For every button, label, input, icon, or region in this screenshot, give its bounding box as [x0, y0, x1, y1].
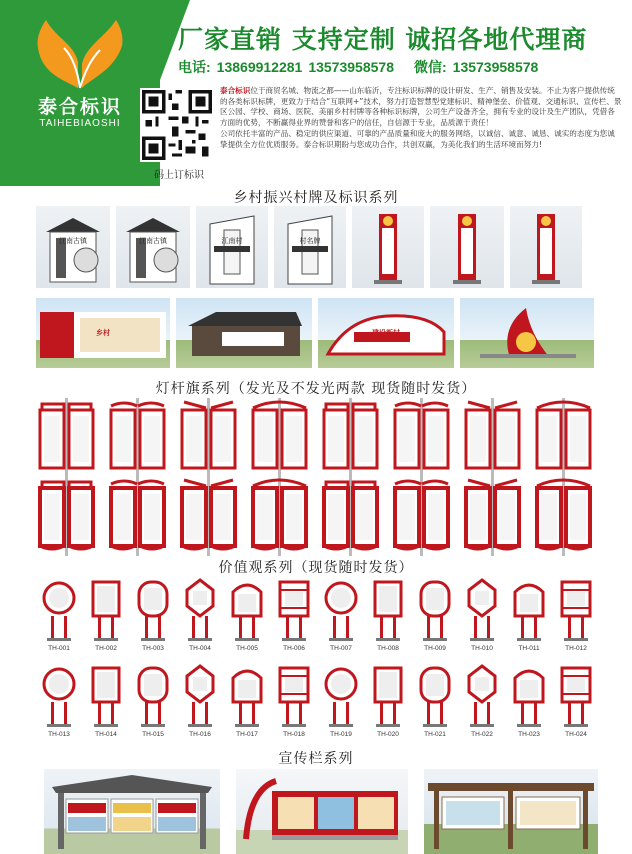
value-sign-item: [318, 662, 364, 748]
flag-row-1: [36, 398, 594, 478]
value-sign-item: [459, 576, 505, 662]
qr-code[interactable]: [140, 88, 214, 162]
wechat-label: 微信:: [413, 59, 447, 75]
value-sign-item: [36, 662, 82, 748]
brand-name-en: TAIHEBIAOSHI: [39, 118, 121, 129]
value-sign-code: TH-018: [283, 731, 305, 738]
value-sign-item: [83, 576, 129, 662]
value-sign-code: TH-004: [189, 645, 211, 652]
value-sign-grid: [36, 576, 599, 748]
company-name: 泰合标识: [220, 86, 251, 95]
village-sign-card: [116, 206, 190, 288]
village-wall-label: 建设新村: [372, 329, 400, 337]
value-sign-code: TH-008: [377, 645, 399, 652]
value-sign-code: TH-024: [565, 731, 587, 738]
contact-line: [178, 57, 618, 77]
value-sign-code: TH-015: [142, 731, 164, 738]
value-sign-code: TH-001: [48, 645, 70, 652]
light-pole-flag: [249, 476, 310, 556]
value-sign-code: TH-007: [330, 645, 352, 652]
promo-board-icon: [236, 769, 408, 854]
value-sign-item: [365, 662, 411, 748]
leaf-logo-icon: [34, 18, 126, 90]
village-sign-row: [36, 206, 582, 288]
village-wall-row: [36, 298, 594, 368]
value-sign-code: TH-005: [236, 645, 258, 652]
flag-row-2: [36, 476, 594, 556]
section-title-village: 乡村振兴村牌及标识系列: [233, 190, 399, 206]
light-pole-flag: [320, 476, 381, 556]
value-sign-item: [553, 662, 599, 748]
company-intro: [220, 86, 622, 151]
light-pole-flag: [391, 476, 452, 556]
board-1: [44, 769, 220, 854]
value-sign-code: TH-014: [95, 731, 117, 738]
value-sign-item: [553, 576, 599, 662]
village-wall-label: 乡村: [96, 329, 110, 337]
value-sign-code: TH-010: [471, 645, 493, 652]
value-sign-code: TH-002: [95, 645, 117, 652]
board-2: [236, 769, 408, 854]
village-wall-card: [36, 298, 170, 368]
village-sign-card: [430, 206, 504, 288]
village-sign-card: [196, 206, 268, 288]
light-pole-flag: [178, 398, 239, 478]
value-sign-item: [318, 576, 364, 662]
value-sign-item: [412, 662, 458, 748]
village-sign-label: 村名牌: [299, 237, 321, 245]
promo-board-icon: [424, 769, 598, 854]
value-sign-code: TH-006: [283, 645, 305, 652]
value-sign-code: TH-016: [189, 731, 211, 738]
village-sign-label: 江南古镇: [139, 237, 167, 245]
wechat-number: 13573958578: [452, 59, 539, 75]
value-sign-item: [459, 662, 505, 748]
value-sign-item: [412, 576, 458, 662]
phone-1: 13869912281: [216, 59, 303, 75]
value-sign-code: TH-009: [424, 645, 446, 652]
brand-name: 泰合标识: [37, 96, 122, 118]
logo-panel: [0, 0, 160, 186]
value-sign-item: [130, 662, 176, 748]
value-sign-item: [224, 662, 270, 748]
phone-label: 电话:: [178, 59, 211, 75]
light-pole-flag: [107, 398, 168, 478]
value-sign-item: [271, 576, 317, 662]
light-pole-flag: [462, 398, 523, 478]
value-sign-code: TH-017: [236, 731, 258, 738]
slogan: 厂家直销 支持定制 诚招各地代理商: [178, 25, 588, 54]
light-pole-flag: [320, 398, 381, 478]
light-pole-flag: [249, 398, 310, 478]
intro-paragraph-1: 位于商贸名城、物流之都——山东临沂，专注标识标牌的设计研发、生产、销售及安装。不止为客户提供传统的各类标识标牌，更致力于结合“互联网+”技术，努力打造智慧型党建标识、精神堡垒、价值观、交通标识、宣传栏、景区公园、学校、商场、医院、美丽乡村村牌等各种标识标牌，公司生产设备齐全，拥有专业的设计及生产团队，凭借各方面的优势，不断赢得业界的赞誉和客户的信任，自信源于专业，品质源于责任！: [220, 86, 622, 127]
village-wall-card: [460, 298, 594, 368]
intro-paragraph-2: 公司依托丰富的产品、稳定的供应渠道、可靠的产品质量和庞大的服务网络，以诚信、诚意、诚恳、诚实的态度为您诚挚提供全方位优质服务。泰合标识期盼与您成功合作，共创双赢，为美化我们的生活环境而努力!: [220, 129, 615, 149]
light-pole-flag: [36, 398, 97, 478]
value-sign-code: TH-003: [142, 645, 164, 652]
value-sign-item: [177, 576, 223, 662]
light-pole-flag: [107, 476, 168, 556]
village-wall-card: [176, 298, 312, 368]
board-3: [424, 769, 598, 854]
village-sign-label: 江南村: [221, 237, 243, 245]
light-pole-flag: [178, 476, 239, 556]
value-sign-code: TH-012: [565, 645, 587, 652]
value-sign-code: TH-022: [471, 731, 493, 738]
value-sign-item: [36, 576, 82, 662]
value-sign-item: [130, 576, 176, 662]
value-sign-item: [177, 662, 223, 748]
value-sign-item: [506, 576, 552, 662]
qr-code-icon: [142, 90, 212, 160]
light-pole-flag: [533, 476, 594, 556]
phone-2: 13573958578: [308, 59, 394, 75]
light-pole-flag: [462, 476, 523, 556]
value-sign-item: [506, 662, 552, 748]
value-sign-item: [365, 576, 411, 662]
section-title-boards: 宣传栏系列: [278, 751, 354, 767]
value-sign-item: [224, 576, 270, 662]
village-sign-label: 江南古镇: [59, 237, 87, 245]
village-wall-card: [318, 298, 454, 368]
light-pole-flag: [36, 476, 97, 556]
value-sign-code: TH-013: [48, 731, 70, 738]
promo-board-icon: [44, 769, 220, 854]
value-sign-item: [83, 662, 129, 748]
value-sign-item: [271, 662, 317, 748]
qr-caption: 码上订标识: [154, 170, 204, 181]
value-sign-code: TH-021: [424, 731, 446, 738]
value-sign-code: TH-023: [518, 731, 540, 738]
value-sign-code: TH-020: [377, 731, 399, 738]
section-title-values: 价值观系列（现货随时发货）: [218, 560, 414, 576]
village-sign-card: [352, 206, 424, 288]
value-sign-code: TH-011: [518, 645, 540, 652]
value-sign-code: TH-019: [330, 731, 352, 738]
light-pole-flag: [391, 398, 452, 478]
village-sign-card: [36, 206, 110, 288]
section-title-flags: 灯杆旗系列（发光及不发光两款 现货随时发货）: [155, 381, 477, 397]
light-pole-flag: [533, 398, 594, 478]
village-sign-card: [510, 206, 582, 288]
village-sign-card: [274, 206, 346, 288]
